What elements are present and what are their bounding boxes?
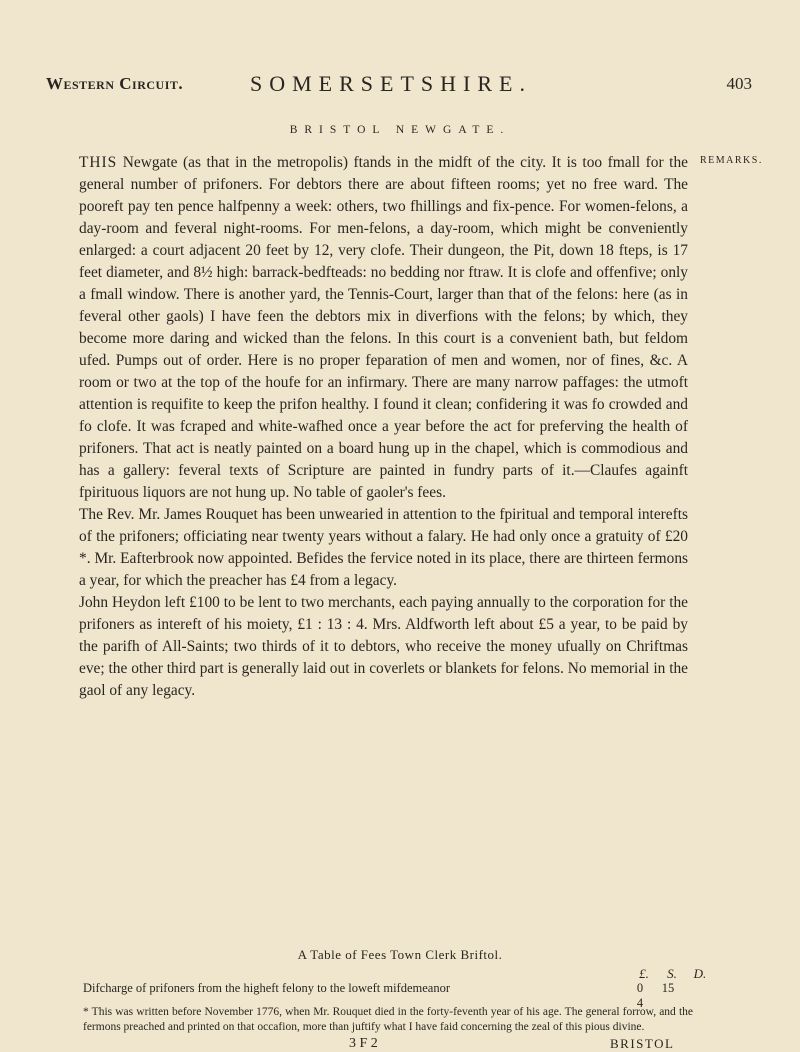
paragraph (79, 504, 688, 592)
fee-pence: 4 (636, 996, 644, 1010)
paragraph-text: The Rev. Mr. James Rouquet has been unwearied in attention to the fpiritual and temporal interefts of the prifoners; officiating near twenty years without a falary. He had only once a gratuity of £20 *. Mr. Eafterbrook now appointed. Befides the fervice noted in its place, there are thirteen fermons a year, for which the preacher has £4 from a legacy. (79, 506, 688, 589)
fee-table-column-headers (630, 966, 714, 982)
paragraph-text: Newgate (as that in the metropolis) ftands in the midft of the city. It is too fmall for the general number of prifoners. For debtors there are about fifteen rooms; yet no free ward. The pooreft pay ten pence halfpenny a week: others, two fhillings and fix-pence. For women-felons, a day-room and feveral night-rooms. For men-felons, a day-room, which might be conveniently enlarged: a court adjacent 20 feet by 12, very clofe. Their dungeon, the Pit, down 18 fteps, is 17 feet diameter, and 8½ high: barrack-bedfteads: no bedding nor ftraw. It is clofe and offenfive; only a fmall window. There is another yard, the Tennis-Court, larger than that of the felons: here (as in feveral other gaols) I have feen the debtors mix in diverfions with the felons; by which, they become more daring and wicked than the felons. In this court is a convenient bath, but feldom ufed. Pumps out of order. Here is no proper feparation of men and women, nor of fines, &c. A room or two at the top of the houfe for an infirmary. There are many narrow paffages: the utmoft attention is requifite to keep the prifon healthy. I found it clean; confidering it was fo crowded and fo clofe. It was fcraped and white-wafhed once a year before the act for preferving the health of prifoners. That act is neatly painted on a board hung up in the chapel, which is commodious and has a gallery: feveral texts of Scripture are painted in fundry parts of it.—Claufes againft fpirituous liquors are not hung up. No table of gaoler's fees. (79, 154, 688, 501)
section-title: BRISTOL NEWGATE. (289, 124, 511, 136)
page-footer (0, 1036, 800, 1052)
body-text (79, 152, 688, 702)
paragraph (79, 592, 688, 702)
signature-mark: 3 F 2 (349, 1036, 378, 1051)
paragraph-lead: THIS (79, 154, 118, 171)
catchword: BRISTOL (610, 1036, 675, 1051)
fee-description: Difcharge of prifoners from the higheft felony to the loweft mifdemeanor (83, 981, 451, 995)
paragraph-text: John Heydon left £100 to be lent to two merchants, each paying annually to the corporation for the prifoners as intereft of his moiety, £1 : 13 : 4. Mrs. Aldfworth left about £5 a year, to be paid by the parifh of All-Saints; two thirds of it to debtors, who receive the money ufually on Chriftmas eve; the other third part is generally laid out in coverlets or blankets for felons. No memorial in the gaol of any legacy. (79, 594, 688, 699)
paragraph (79, 152, 688, 504)
county-heading: SOMERSETSHIRE. (250, 71, 532, 96)
running-header (46, 71, 752, 98)
fee-table-title: A Table of Fees Town Clerk Briftol. (297, 947, 503, 962)
fee-shillings: 15 (661, 981, 675, 995)
page-number: 403 (726, 74, 752, 93)
column-header-shillings: S. (667, 966, 677, 981)
circuit-heading: Western Circuit. (46, 74, 184, 93)
column-header-pence: D. (693, 966, 707, 981)
column-header-pounds: £. (639, 966, 649, 981)
margin-note: REMARKS. (700, 155, 763, 166)
footnote: * This was written before November 1776, when Mr. Rouquet died in the forty-feventh year of his age. The general forrow, and the fermons preached and printed on that occafion, more than juftify what I have faid concerning the zeal of this pious divine. (83, 1006, 693, 1033)
fee-pounds: 0 (636, 981, 644, 995)
